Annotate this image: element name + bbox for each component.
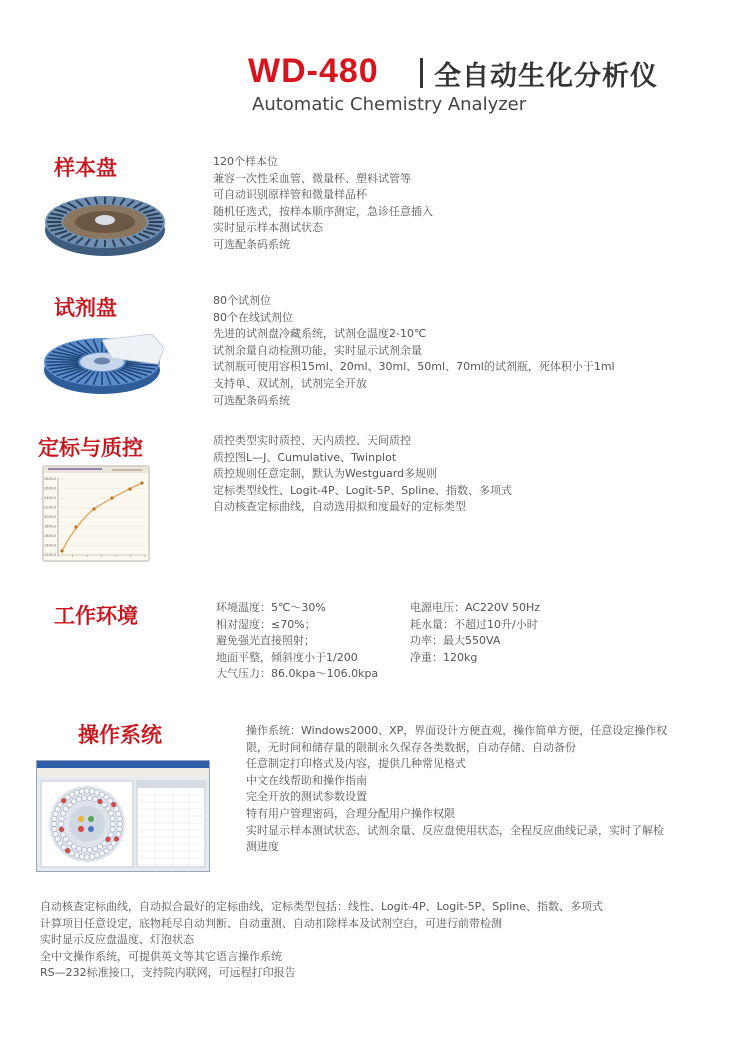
feature-line: 完全开放的测试参数设置 [246, 790, 367, 804]
feature-line: 操作系统：Windows2000、XP，界面设计方便直观，操作简单方便，任意设定操作权 [246, 724, 668, 737]
chart-tick-label: 1800.0 [44, 524, 57, 529]
chart-tick-label: 1200.0 [44, 553, 57, 558]
feature-line: 实时显示样本测试状态 [213, 221, 323, 235]
feature-line: 试剂瓶可使用容积15ml、20ml、30ml、50ml、70ml的试剂瓶，死体积小于1ml [213, 360, 615, 374]
chart-tick-label: 2200.0 [44, 505, 57, 510]
footer-line: 实时显示反应盘温度、灯泡状态 [40, 933, 194, 947]
feature-line: 兼容一次性采血管、微量杯、塑料试管等 [213, 171, 411, 185]
feature-line: 试剂余量自动检测功能，实时显示试剂余量 [213, 343, 422, 357]
feature-line: 定标类型线性、Logit-4P、Logit-5P、Spline、指数、多项式 [213, 483, 513, 497]
spec-line: 净重：120kg [410, 650, 478, 664]
feature-line: 限，无时间和储存量的限制永久保存各类数据，自动存储、自动备份 [246, 740, 576, 754]
model-number: WD-480 [248, 52, 379, 90]
feature-line: 80个在线试剂位 [213, 310, 293, 324]
feature-line: 支持单、双试剂，试剂完全开放 [213, 376, 367, 390]
feature-line: 先进的试剂盘冷藏系统，试剂仓温度2-10℃ [213, 327, 427, 341]
product-title-en: Automatic Chemistry Analyzer [252, 94, 527, 115]
spec-line: 耗水量：不超过10升/小时 [410, 617, 538, 631]
os-title: 操作系统 [78, 723, 162, 747]
feature-line: 质控类型实时质控、天内质控、天间质控 [213, 434, 411, 447]
spec-line: 地面平整，倾斜度小于1/200 [216, 650, 358, 664]
calibration-curve-thumbnail [42, 465, 150, 562]
sample-tray-features [213, 154, 433, 254]
feature-line: 实时显示样本测试状态、试剂余量、反应盘使用状态，全程反应曲线记录，实时了解检 [246, 823, 664, 837]
feature-line: 自动核查定标曲线，自动选用拟和度最好的定标类型 [213, 500, 466, 514]
feature-line: 中文在线帮助和操作指南 [246, 773, 367, 787]
product-title-cn: 全自动生化分析仪 [434, 61, 658, 92]
feature-line: 任意制定打印格式及内容，提供几种常见格式 [246, 757, 466, 771]
sample-tray-title: 样本盘 [54, 156, 117, 180]
feature-line: 可选配条码系统 [213, 237, 290, 251]
chart-tick-label: 2400.0 [44, 496, 57, 501]
footer-line: 自动核查定标曲线，自动拟合最好的定标曲线，定标类型包括：线性、Logit-4P、Logit-5P、Spline、指数、多项式 [40, 900, 604, 913]
footer-line: 计算项目任意设定，底物耗尽自动判断、自动重测、自动扣除样本及试剂空白，可进行前带检测 [40, 916, 502, 930]
reagent-tray-title: 试剂盘 [54, 296, 117, 320]
chart-tick-label: 2600.0 [44, 486, 57, 491]
chart-tick-label: 2000.0 [44, 515, 57, 520]
environment-title: 工作环境 [54, 604, 138, 628]
feature-line: 可选配条码系统 [213, 393, 290, 407]
chart-tick-label: 2800.0 [44, 477, 57, 482]
footer-features [40, 899, 603, 982]
spec-line: 功率：最大550VA [410, 634, 501, 648]
os-features [246, 723, 667, 856]
spec-line: 相对湿度：≤70%； [216, 617, 316, 631]
reagent-tray-image [40, 318, 170, 398]
feature-line: 质控图L—J、Cumulative、Twinplot [213, 450, 397, 464]
footer-line: RS—232标准接口，支持院内联网，可远程打印报告 [40, 966, 296, 980]
feature-line: 80个试剂位 [213, 294, 271, 307]
title-divider [420, 58, 423, 88]
feature-line: 特有用户管理密码，合理分配用户操作权限 [246, 806, 455, 820]
footer-line: 全中文操作系统，可提供英文等其它语言操作系统 [40, 949, 282, 963]
spec-line: 环境温度：5℃～30% [216, 601, 326, 614]
feature-line: 测进度 [246, 840, 279, 854]
chart-tick-label: 1600.0 [44, 534, 57, 539]
reagent-tray-features [213, 293, 615, 409]
chart-tick-label: 1400.0 [44, 543, 57, 548]
environment-left-column [216, 600, 378, 683]
spec-line: 大气压力：86.0kpa～106.0kpa [216, 667, 379, 681]
environment-right-column [410, 600, 540, 666]
sample-tray-image [40, 180, 170, 260]
feature-line: 质控规则任意定制，默认为Westguard多规则 [213, 467, 438, 481]
calibration-title: 定标与质控 [38, 436, 143, 460]
spec-line: 电源电压：AC220V 50Hz [410, 601, 541, 614]
software-screenshot [36, 760, 210, 872]
spec-line: 避免强光直接照射； [216, 634, 315, 648]
feature-line: 随机任选式，按样本顺序测定，急诊任意插入 [213, 204, 433, 218]
calibration-features [213, 433, 512, 516]
feature-line: 可自动识别原样管和微量样品杯 [213, 188, 367, 202]
feature-line: 120个样本位 [213, 155, 278, 168]
